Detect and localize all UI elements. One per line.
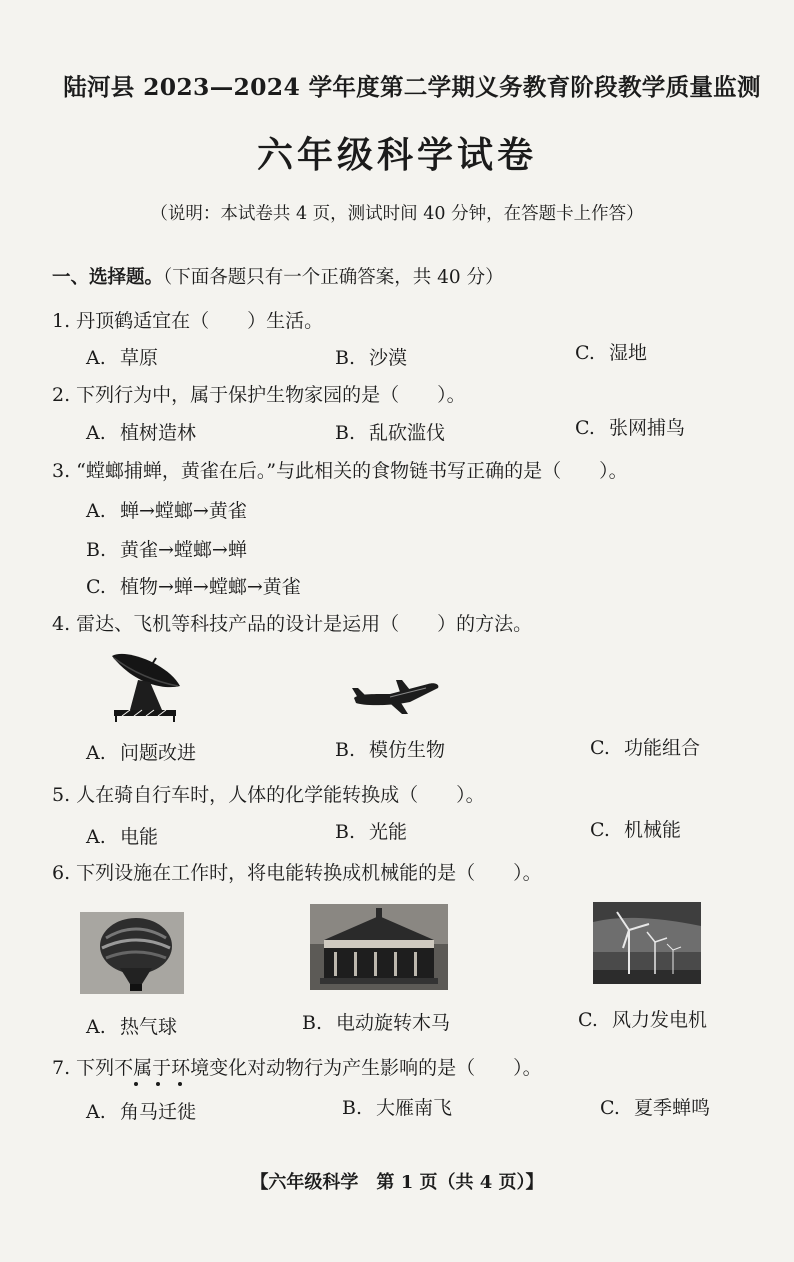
question-5-option-b: B. 光能 xyxy=(335,821,408,843)
section-label: 一、选择题。 xyxy=(52,267,164,288)
question-1-option-a: A. 草原 xyxy=(86,347,159,369)
question-6-option-c: C. 风力发电机 xyxy=(578,1009,708,1031)
question-5-option-a: A. 电能 xyxy=(86,826,159,848)
section-heading xyxy=(52,263,504,289)
question-2-stem: 2. 下列行为中，属于保护生物家园的是（ ）。 xyxy=(52,384,466,406)
wind-turbine-photo xyxy=(593,902,701,984)
question-2-option-a: A. 植树造林 xyxy=(86,422,197,444)
question-1-option-b: B. 沙漠 xyxy=(335,347,408,369)
question-1-option-c: C. 湿地 xyxy=(575,342,648,364)
page-footer: 【六年级科学 第 1 页（共 4 页）】 xyxy=(250,1172,544,1193)
question-3-option-c: C. 植物→蝉→螳螂→黄雀 xyxy=(86,576,301,598)
question-3-option-a: A. 蝉→螳螂→黄雀 xyxy=(86,500,247,522)
hot-air-balloon-photo xyxy=(80,912,184,994)
radar-dish-illustration xyxy=(104,650,188,724)
question-5-stem: 5. 人在骑自行车时，人体的化学能转换成（ ）。 xyxy=(52,784,485,806)
emphasis-dot xyxy=(178,1082,182,1086)
question-6-option-b: B. 电动旋转木马 xyxy=(302,1012,451,1034)
question-5-option-c: C. 机械能 xyxy=(590,819,682,841)
question-1-stem: 1. 丹顶鹤适宜在（ ）生活。 xyxy=(52,310,324,332)
exam-instructions: （说明：本试卷共 4 页，测试时间 40 分钟，在答题卡上作答） xyxy=(150,204,644,224)
question-6-option-a: A. 热气球 xyxy=(86,1016,178,1038)
question-4-option-a: A. 问题改进 xyxy=(86,742,197,764)
question-7-option-c: C. 夏季蝉鸣 xyxy=(600,1097,711,1119)
section-description: （下面各题只有一个正确答案，共 40 分） xyxy=(163,267,504,288)
question-4-option-c: C. 功能组合 xyxy=(590,737,701,759)
question-6-stem: 6. 下列设施在工作时，将电能转换成机械能的是（ ）。 xyxy=(52,862,542,884)
question-3-stem: 3. “螳螂捕蝉，黄雀在后。”与此相关的食物链书写正确的是（ ）。 xyxy=(52,460,628,482)
question-7-stem: 7. 下列不属于环境变化对动物行为产生影响的是（ ）。 xyxy=(52,1057,542,1079)
emphasis-dot xyxy=(156,1082,160,1086)
question-7-option-b: B. 大雁南飞 xyxy=(342,1097,453,1119)
question-3-option-b: B. 黄雀→螳螂→蝉 xyxy=(86,539,247,561)
question-2-option-b: B. 乱砍滥伐 xyxy=(335,422,446,444)
question-4-stem: 4. 雷达、飞机等科技产品的设计是运用（ ）的方法。 xyxy=(52,613,533,635)
airplane-illustration xyxy=(350,676,442,718)
electric-carousel-photo xyxy=(310,904,448,990)
exam-header: 陆河县 2023—2024 学年度第二学期义务教育阶段教学质量监测 xyxy=(63,73,761,101)
question-7-option-a: A. 角马迁徙 xyxy=(86,1101,197,1123)
question-2-option-c: C. 张网捕鸟 xyxy=(575,417,686,439)
page-title: 六年级科学试卷 xyxy=(256,135,537,176)
emphasis-dot xyxy=(134,1082,138,1086)
question-4-option-b: B. 模仿生物 xyxy=(335,739,446,761)
